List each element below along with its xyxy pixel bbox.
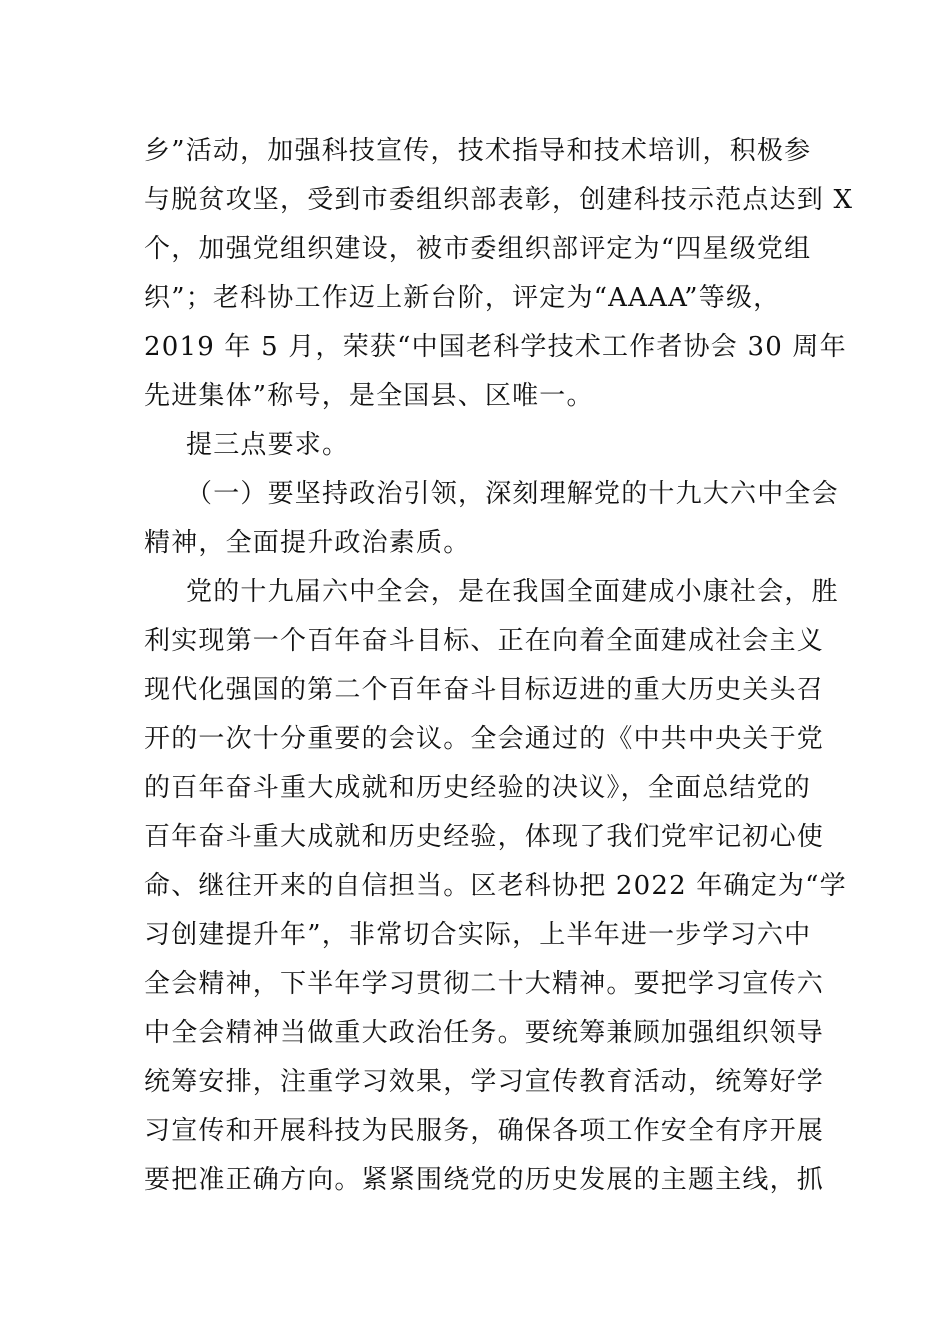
text-line: 开的一次十分重要的会议。全会通过的《中共中央关于党	[144, 724, 825, 754]
text-line: 习创建提升年”，非常切合实际，上半年进一步学习六中	[144, 920, 812, 950]
text-line: 百年奋斗重大成就和历史经验，体现了我们党牢记初心使	[144, 822, 825, 852]
text-line: 织”；老科协工作迈上新台阶，评定为“AAAA”等级，	[144, 283, 781, 313]
text-line: 利实现第一个百年奋斗目标、正在向着全面建成社会主义	[144, 626, 825, 656]
section-heading: （一）要坚持政治引领，深刻理解党的十九大六中全会	[186, 479, 839, 509]
text-line: 2019 年 5 月，荣获“中国老科学技术工作者协会 30 周年	[144, 332, 847, 362]
text-line: 与脱贫攻坚，受到市委组织部表彰，创建科技示范点达到 X	[144, 185, 854, 215]
text-line: 习宣传和开展科技为民服务，确保各项工作安全有序开展	[144, 1116, 825, 1146]
text-line: 的百年奋斗重大成就和历史经验的决议》，全面总结党的	[144, 773, 812, 803]
text-line: 统筹安排，注重学习效果，学习宣传教育活动，统筹好学	[144, 1067, 825, 1097]
text-line: 个，加强党组织建设，被市委组织部评定为“四星级党组	[144, 234, 812, 264]
text-line: 乡”活动，加强科技宣传，技术指导和技术培训，积极参	[144, 136, 812, 166]
text-line: 先进集体”称号，是全国县、区唯一。	[144, 381, 594, 411]
text-line: 命、继往开来的自信担当。区老科协把 2022 年确定为“学	[144, 871, 847, 901]
text-line: 要把准正确方向。紧紧围绕党的历史发展的主题主线，抓	[144, 1165, 825, 1195]
text-line: 现代化强国的第二个百年奋斗目标迈进的重大历史关头召	[144, 675, 825, 705]
text-line: 中全会精神当做重大政治任务。要统筹兼顾加强组织领导	[144, 1018, 825, 1048]
text-line: 全会精神，下半年学习贯彻二十大精神。要把学习宣传六	[144, 969, 825, 999]
section-heading: 精神，全面提升政治素质。	[144, 528, 471, 558]
text-line: 党的十九届六中全会，是在我国全面建成小康社会，胜	[186, 577, 839, 607]
text-line: 提三点要求。	[186, 430, 350, 460]
